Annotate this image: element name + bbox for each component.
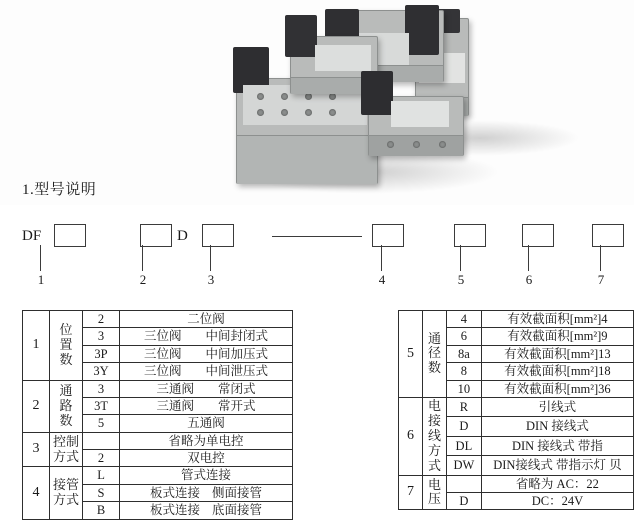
row-desc: DIN 接线式 带指 [481,436,633,455]
row-code [83,432,120,449]
row-code: L [83,467,120,484]
row-code: 4 [446,311,481,328]
table-row [399,311,634,328]
leader-num-2: 2 [139,272,147,287]
leader-num-4: 4 [378,272,386,287]
row-code: 2 [83,450,120,467]
table-row [23,380,293,397]
group-label-3: 控制 方式 [50,432,83,467]
spec-table-left [22,310,293,520]
row-desc: 三通阀 常闭式 [120,380,293,397]
table-row [399,475,634,492]
row-code: 3 [83,328,120,345]
row-desc: 有效截面积[mm²]36 [481,380,633,397]
row-code: 8a [446,345,481,362]
valve-unit-front-right [368,96,464,156]
row-desc: 管式连接 [120,467,293,484]
table-row [23,432,293,449]
row-code: 3P [83,345,120,362]
row-desc: 双电控 [120,450,293,467]
row-code: S [83,484,120,501]
row-code: D [446,492,481,509]
row-desc: DIN接线式 带指示灯 贝 [481,456,633,475]
row-code: 5 [83,415,120,432]
group-index-3: 3 [23,432,50,467]
table-row [399,397,634,416]
code-box-6[interactable] [522,224,554,247]
group-index-7: 7 [399,475,423,510]
group-index-1: 1 [23,311,50,381]
group-index-4: 4 [23,467,50,519]
row-code: D [446,417,481,436]
product-photo [0,0,634,205]
code-box-3[interactable] [202,224,234,247]
row-desc: 有效截面积[mm²]18 [481,363,633,380]
row-desc: 有效截面积[mm²]4 [481,311,633,328]
row-code: 8 [446,363,481,380]
row-desc: 有效截面积[mm²]9 [481,328,633,345]
row-desc: 有效截面积[mm²]13 [481,345,633,362]
row-code: DL [446,436,481,455]
code-box-7[interactable] [592,224,624,247]
row-code: 2 [83,311,120,328]
row-code: R [446,397,481,416]
row-desc: 三位阀 中间泄压式 [120,363,293,380]
group-index-5: 5 [399,311,423,398]
row-desc: 板式连接 底面接管 [120,502,293,519]
row-desc: 板式连接 侧面接管 [120,484,293,501]
row-code: 3T [83,397,120,414]
group-label-1: 位 置 数 [50,311,83,381]
group-index-2: 2 [23,380,50,432]
row-code: DW [446,456,481,475]
group-label-4: 接管 方式 [50,467,83,519]
row-desc: DIN 接线式 [481,417,633,436]
code-box-2[interactable] [140,224,172,247]
group-index-6: 6 [399,397,423,475]
leader-num-7: 7 [597,272,605,287]
row-code [446,475,481,492]
code-dash [272,236,362,237]
code-box-1[interactable] [54,224,86,247]
group-label-2: 通 路 数 [50,380,83,432]
model-code-diagram [22,222,622,252]
model-letter-d: D [177,228,188,244]
code-box-4[interactable] [372,224,404,247]
row-desc: 五通阀 [120,415,293,432]
row-desc: 省略为 AC：22 [481,475,633,492]
row-desc: 省略为单电控 [120,432,293,449]
row-code: 3 [83,380,120,397]
leader-num-6: 6 [525,272,533,287]
table-row [23,467,293,484]
row-code: 3Y [83,363,120,380]
spec-table-right [398,310,634,510]
leader-num-1: 1 [37,272,45,287]
row-desc: 三位阀 中间加压式 [120,345,293,362]
leader-num-5: 5 [457,272,465,287]
row-desc: 引线式 [481,397,633,416]
row-desc: 三位阀 中间封闭式 [120,328,293,345]
row-desc: DC：24V [481,492,633,509]
code-box-5[interactable] [454,224,486,247]
row-code: 10 [446,380,481,397]
model-prefix-label: DF [22,228,42,244]
group-label-7: 电 压 [423,475,447,510]
section-title: 1.型号说明 [22,182,97,198]
leader-num-3: 3 [207,272,215,287]
group-label-6: 电 接 线 方 式 [423,397,447,475]
table-row [23,311,293,328]
group-label-5: 通 径 数 [423,311,447,398]
row-desc: 三通阀 常开式 [120,397,293,414]
row-desc: 二位阀 [120,311,293,328]
row-code: 6 [446,328,481,345]
row-code: B [83,502,120,519]
